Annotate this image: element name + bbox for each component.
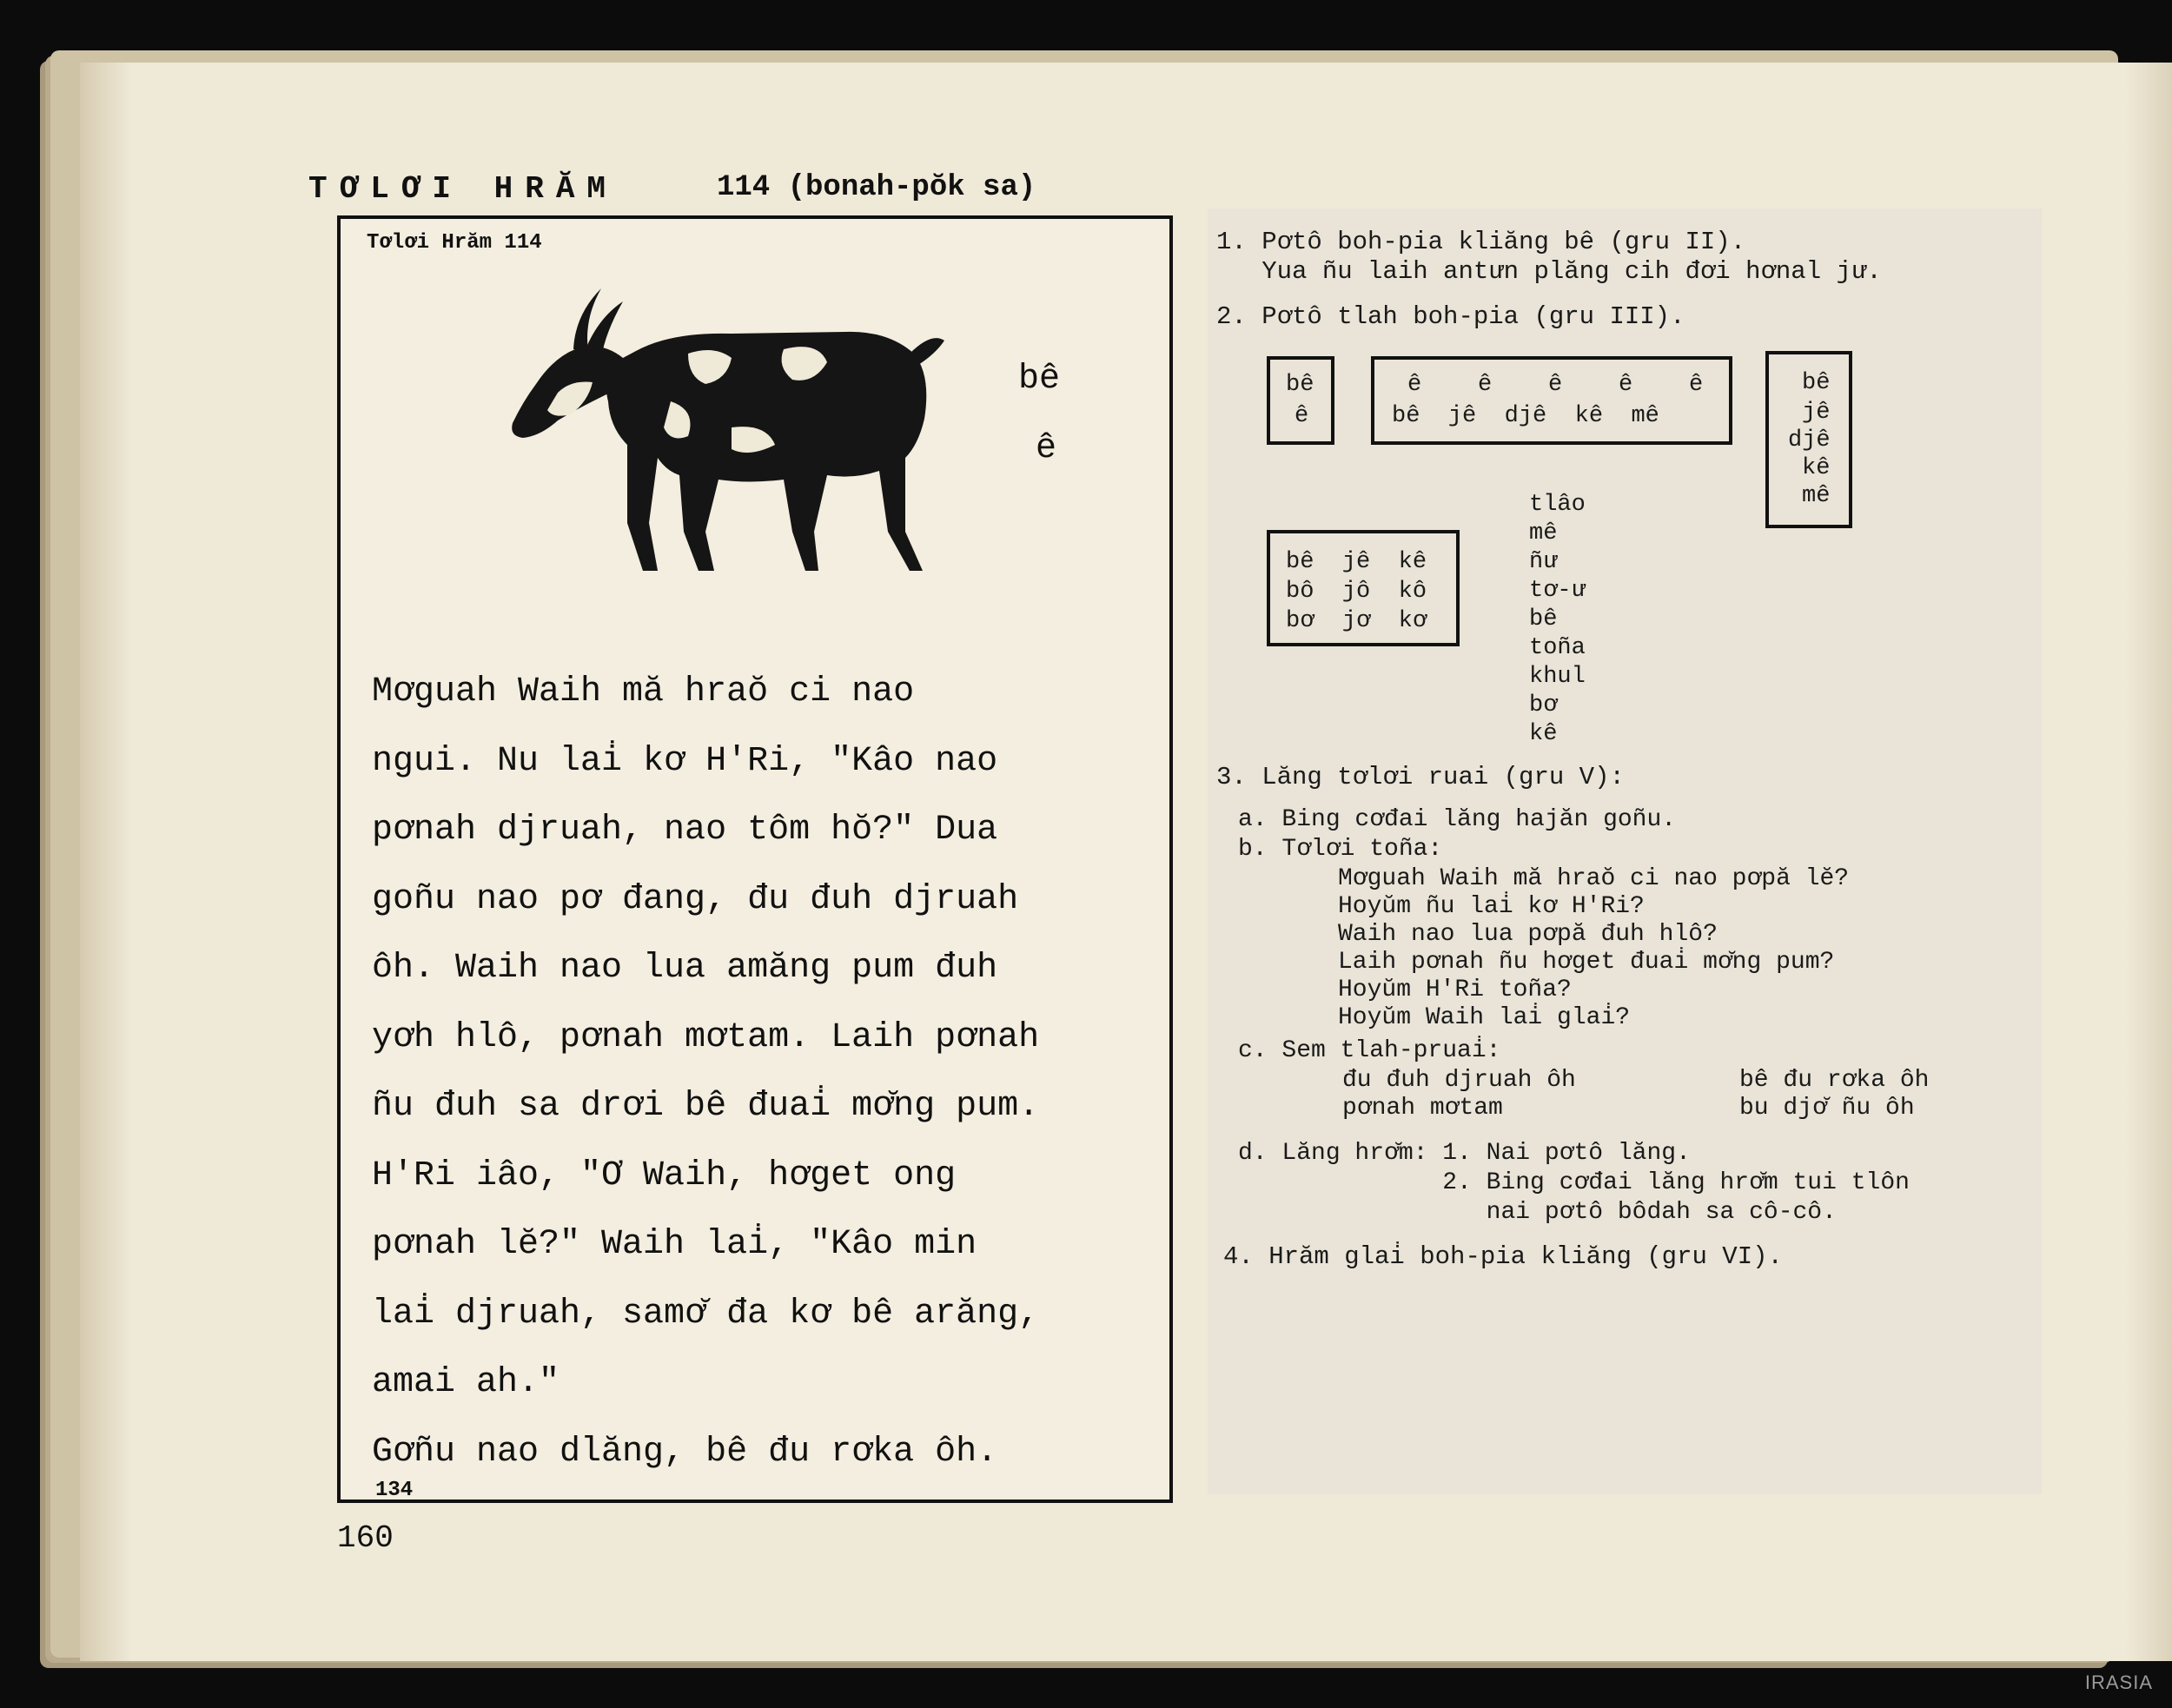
syllable-box-b: [1371, 356, 1732, 445]
question-line: Hoyŭm Waih lai̇ glai̇?: [1338, 1004, 1631, 1031]
story-line: ñu đuh sa drơi bê đuai̇ mơ̆ng pum.: [372, 1087, 1040, 1126]
exercise-1-line-1: 1. Pơtô boh-pia kliăng bê (gru II).: [1216, 228, 1746, 256]
story-line: H'Ri iâo, "Ơ Waih, hơget ong: [372, 1155, 957, 1195]
exercise-3a: a. Bing cơđai lăng hajăn goñu.: [1238, 806, 1677, 833]
box-c-line: jê: [1802, 400, 1831, 426]
exercise-3b: b. Tơlơi toña:: [1238, 836, 1443, 863]
syllable-box-a: [1267, 356, 1334, 445]
story-line: goñu nao pơ đang, đu đuh djruah: [372, 879, 1019, 919]
book-spine: [2126, 63, 2172, 1661]
word-e: ê: [1036, 429, 1057, 468]
story-line: amai ah.": [372, 1363, 560, 1402]
word-list-item: bơ: [1529, 692, 1558, 718]
box-a-line: ê: [1295, 403, 1309, 429]
exercise-3d-1: d. Lăng hrơ̆m: 1. Nai pơtô lăng.: [1238, 1140, 1691, 1167]
watermark: IRASIA: [2084, 1672, 2153, 1693]
word-list-item: mê: [1529, 520, 1558, 546]
exercise-3d-3: nai pơtô bôdah sa cô-cô.: [1238, 1199, 1837, 1226]
exercise-3d-2: 2. Bing cơđai lăng hrơ̆m tui tlôn: [1238, 1169, 1910, 1196]
story-line: Mơguah Waih mă hraŏ ci nao: [372, 672, 915, 712]
exercise-2: 2. Pơtô tlah boh-pia (gru III).: [1216, 302, 1685, 331]
lesson-header-title: TƠLƠI HRĂM: [308, 171, 619, 207]
exercise-1-line-2: Yua ñu laih antưn plăng cih đơi hơnal jư.: [1216, 257, 1882, 286]
box-d-line: bô jô kô: [1286, 579, 1427, 605]
syllable-box-c: [1765, 351, 1852, 528]
story-line: pơnah djruah, nao tôm hŏ?" Dua: [372, 811, 998, 850]
box-c-line: kê: [1802, 455, 1831, 481]
pair-left-2: pơnah mơtam: [1342, 1095, 1503, 1122]
pair-right-1: bê đu rơka ôh: [1739, 1067, 1930, 1094]
box-c-line: bê: [1802, 370, 1831, 396]
word-list-item: ñư: [1529, 549, 1558, 575]
goat-illustration: [471, 271, 957, 584]
page-number: 160: [337, 1520, 394, 1556]
box-a-line: bê: [1286, 372, 1314, 398]
word-list-item: bê: [1529, 606, 1558, 632]
word-list: [1529, 491, 1586, 749]
exercise-3c: c. Sem tlah-pruai̇:: [1238, 1037, 1501, 1064]
question-line: Laih pơnah ñu hơget đuai̇ mơ̆ng pum?: [1338, 949, 1835, 976]
pair-left-1: đu đuh djruah ôh: [1342, 1067, 1576, 1094]
story-line: yơh hlô, pơnah mơtam. Laih pơnah: [372, 1017, 1040, 1057]
story-line: pơnah lĕ?" Waih lai̇, "Kâo min: [372, 1225, 977, 1264]
story-line: lai̇ djruah, samơ̆ đa kơ bê arăng,: [372, 1294, 1040, 1334]
word-list-item: khul: [1529, 664, 1586, 690]
word-list-item: kê: [1529, 721, 1558, 747]
box-b-top: ê ê ê ê ê: [1407, 372, 1704, 398]
box-c-line: mê: [1802, 483, 1831, 509]
syllable-box-d: [1267, 530, 1460, 646]
box-d-line: bê jê kê: [1286, 549, 1427, 575]
word-be: bê: [1018, 360, 1061, 399]
story-panel: [337, 215, 1173, 1503]
lesson-header-subtitle: 114 (bonah-pŏk sa): [717, 171, 1036, 204]
inner-page-number: 134: [375, 1479, 414, 1502]
box-b-bottom: bê jê djê kê mê: [1392, 403, 1659, 429]
story-panel-label: Tơlơi Hrăm 114: [367, 231, 542, 255]
exercise-4: 4. Hrăm glai̇ boh-pia kliăng (gru VI).: [1223, 1242, 1783, 1271]
story-line: ngui. Nu lai̇ kơ H'Ri, "Kâo nao: [372, 741, 998, 781]
story-text: [372, 658, 1162, 1486]
pair-right-2: bu djơ̆ ñu ôh: [1739, 1095, 1915, 1122]
story-line: Gơñu nao dlăng, bê đu rơka ôh.: [372, 1432, 998, 1472]
question-line: Mơguah Waih mă hraŏ ci nao pơpă lĕ?: [1338, 865, 1850, 892]
exercise-3: 3. Lăng tơlơi ruai (gru V):: [1216, 763, 1625, 791]
word-list-item: toña: [1529, 635, 1586, 661]
box-c-line: djê: [1788, 427, 1831, 453]
question-line: Waih nao lua pơpă đuh hlô?: [1338, 921, 1718, 948]
story-line: ôh. Waih nao lua amăng pum đuh: [372, 949, 998, 988]
box-d-line: bơ jơ kơ: [1286, 608, 1427, 634]
question-line: Hoyŭm H'Ri toña?: [1338, 976, 1572, 1003]
word-list-item: tlâo: [1529, 492, 1586, 518]
word-list-item: tơ-ư: [1529, 578, 1586, 604]
question-line: Hoyŭm ñu lai̇ kơ H'Ri?: [1338, 893, 1645, 920]
